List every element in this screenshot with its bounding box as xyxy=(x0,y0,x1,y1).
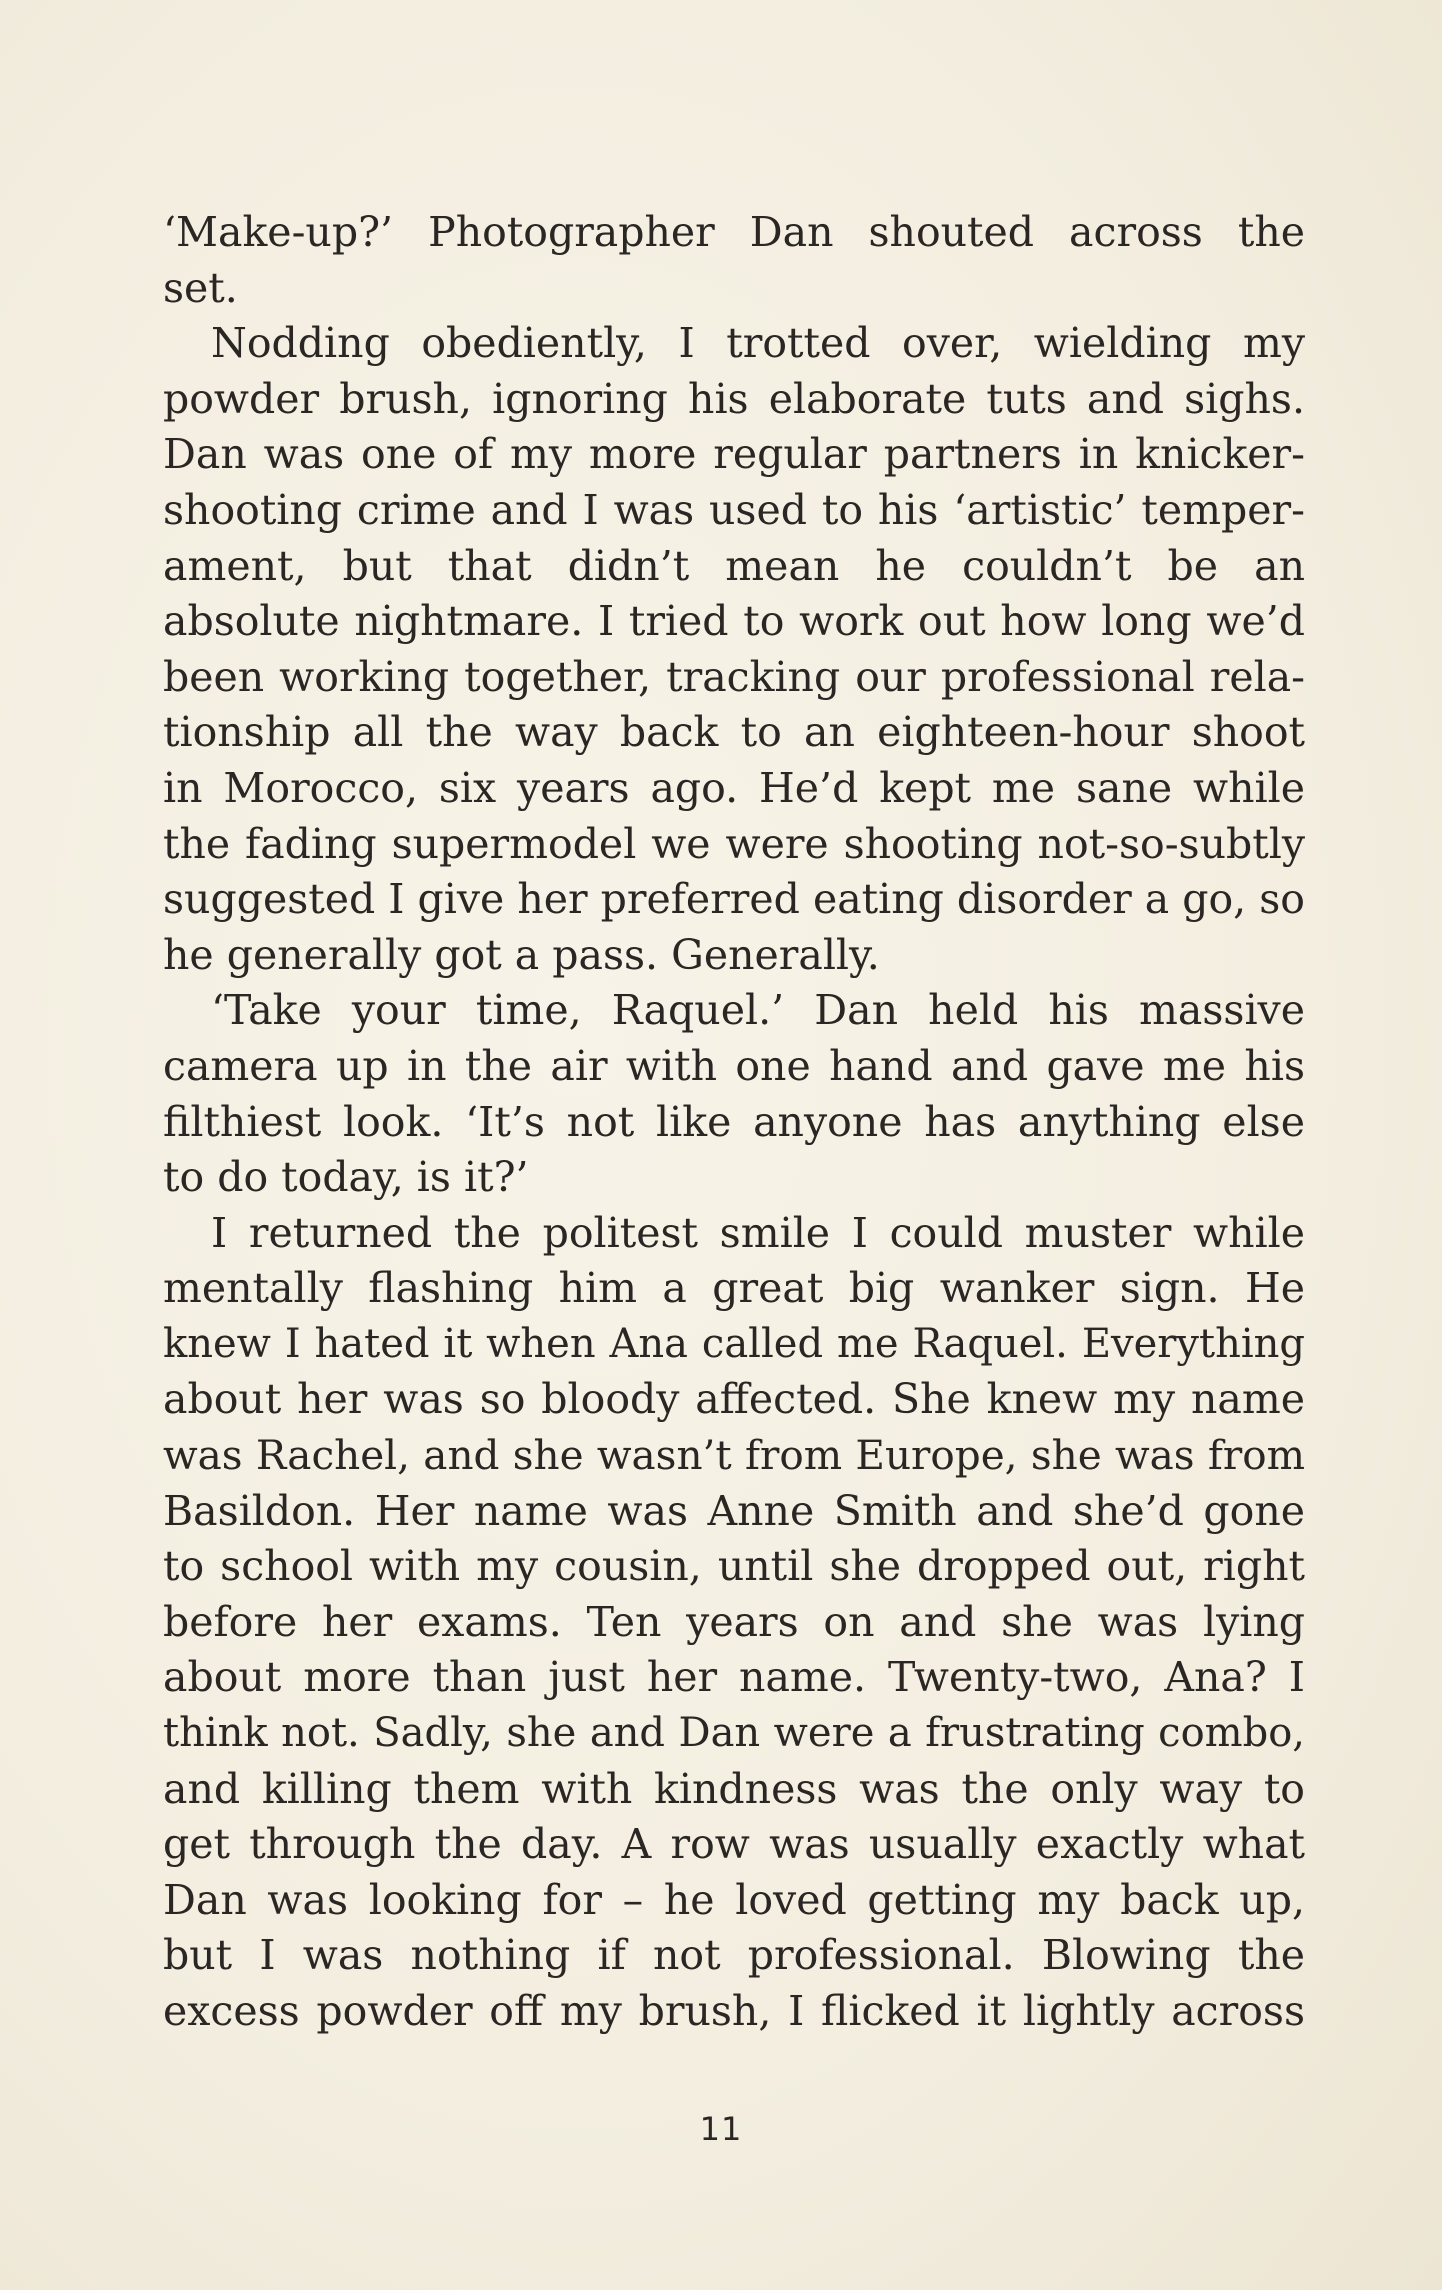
text-line: he generally got a pass. Generally. xyxy=(163,930,880,979)
text-line: powder brush, ignoring his elaborate tuts and sighs. xyxy=(163,374,1305,423)
text-line: ament, but that didn’t mean he couldn’t be an xyxy=(163,541,1305,590)
text-line: ‘Make-up?’ Photographer Dan shouted across the xyxy=(163,208,1305,256)
text-line: Dan was one of my more regular partners in knicker- xyxy=(163,430,1305,479)
paragraph xyxy=(163,1206,1305,2040)
text-line: absolute nightmare. I tried to work out how long we’d xyxy=(163,597,1305,646)
text-line: was Rachel, and she wasn’t from Europe, she was from xyxy=(163,1431,1305,1480)
text-line: ‘Take your time, Raquel.’ Dan held his massive xyxy=(211,986,1305,1035)
body-text xyxy=(163,205,1305,2040)
text-line: the fading supermodel we were shooting not-so-subtly xyxy=(163,819,1305,868)
text-line: excess powder off my brush, I flicked it lightly across xyxy=(163,1987,1305,2035)
text-line: to school with my cousin, until she dropped out, right xyxy=(163,1542,1305,1591)
text-line: and killing them with kindness was the only way to xyxy=(163,1764,1305,1813)
text-line: about more than just her name. Twenty-two, Ana? I xyxy=(163,1653,1305,1702)
text-line: think not. Sadly, she and Dan were a frustrating combo, xyxy=(163,1710,1305,1757)
text-line: set. xyxy=(163,263,238,312)
text-line: suggested I give her preferred eating disorder a go, so xyxy=(163,875,1305,924)
text-line: Basildon. Her name was Anne Smith and she’d gone xyxy=(163,1486,1305,1535)
text-line: been working together, tracking our professional rela- xyxy=(163,652,1305,701)
text-line: but I was nothing if not professional. Blowing the xyxy=(163,1931,1305,1980)
paragraph xyxy=(163,205,1305,316)
paragraph xyxy=(163,316,1305,983)
text-line: get through the day. A row was usually exactly what xyxy=(163,1820,1305,1869)
text-line: shooting crime and I was used to his ‘artistic’ temper- xyxy=(163,485,1305,534)
text-line: Nodding obediently, I trotted over, wielding my xyxy=(211,319,1305,368)
text-line: to do today, is it?’ xyxy=(163,1153,529,1202)
text-line: tionship all the way back to an eighteen-hour shoot xyxy=(163,708,1305,757)
text-line: before her exams. Ten years on and she was lying xyxy=(163,1597,1305,1646)
text-line: mentally flashing him a great big wanker sign. He xyxy=(163,1264,1305,1313)
text-line: Dan was looking for – he loved getting my back up, xyxy=(163,1875,1305,1924)
text-line: in Morocco, six years ago. He’d kept me sane while xyxy=(163,763,1305,812)
text-line: I returned the politest smile I could muster while xyxy=(211,1208,1305,1257)
text-line: filthiest look. ‘It’s not like anyone has anything else xyxy=(163,1097,1305,1146)
page-number: 11 xyxy=(699,2110,743,2148)
paragraph xyxy=(163,983,1305,1205)
text-line: knew I hated it when Ana called me Raquel. Everything xyxy=(163,1320,1305,1367)
text-line: camera up in the air with one hand and gave me his xyxy=(163,1041,1305,1090)
text-line: about her was so bloody affected. She knew my name xyxy=(163,1375,1305,1424)
